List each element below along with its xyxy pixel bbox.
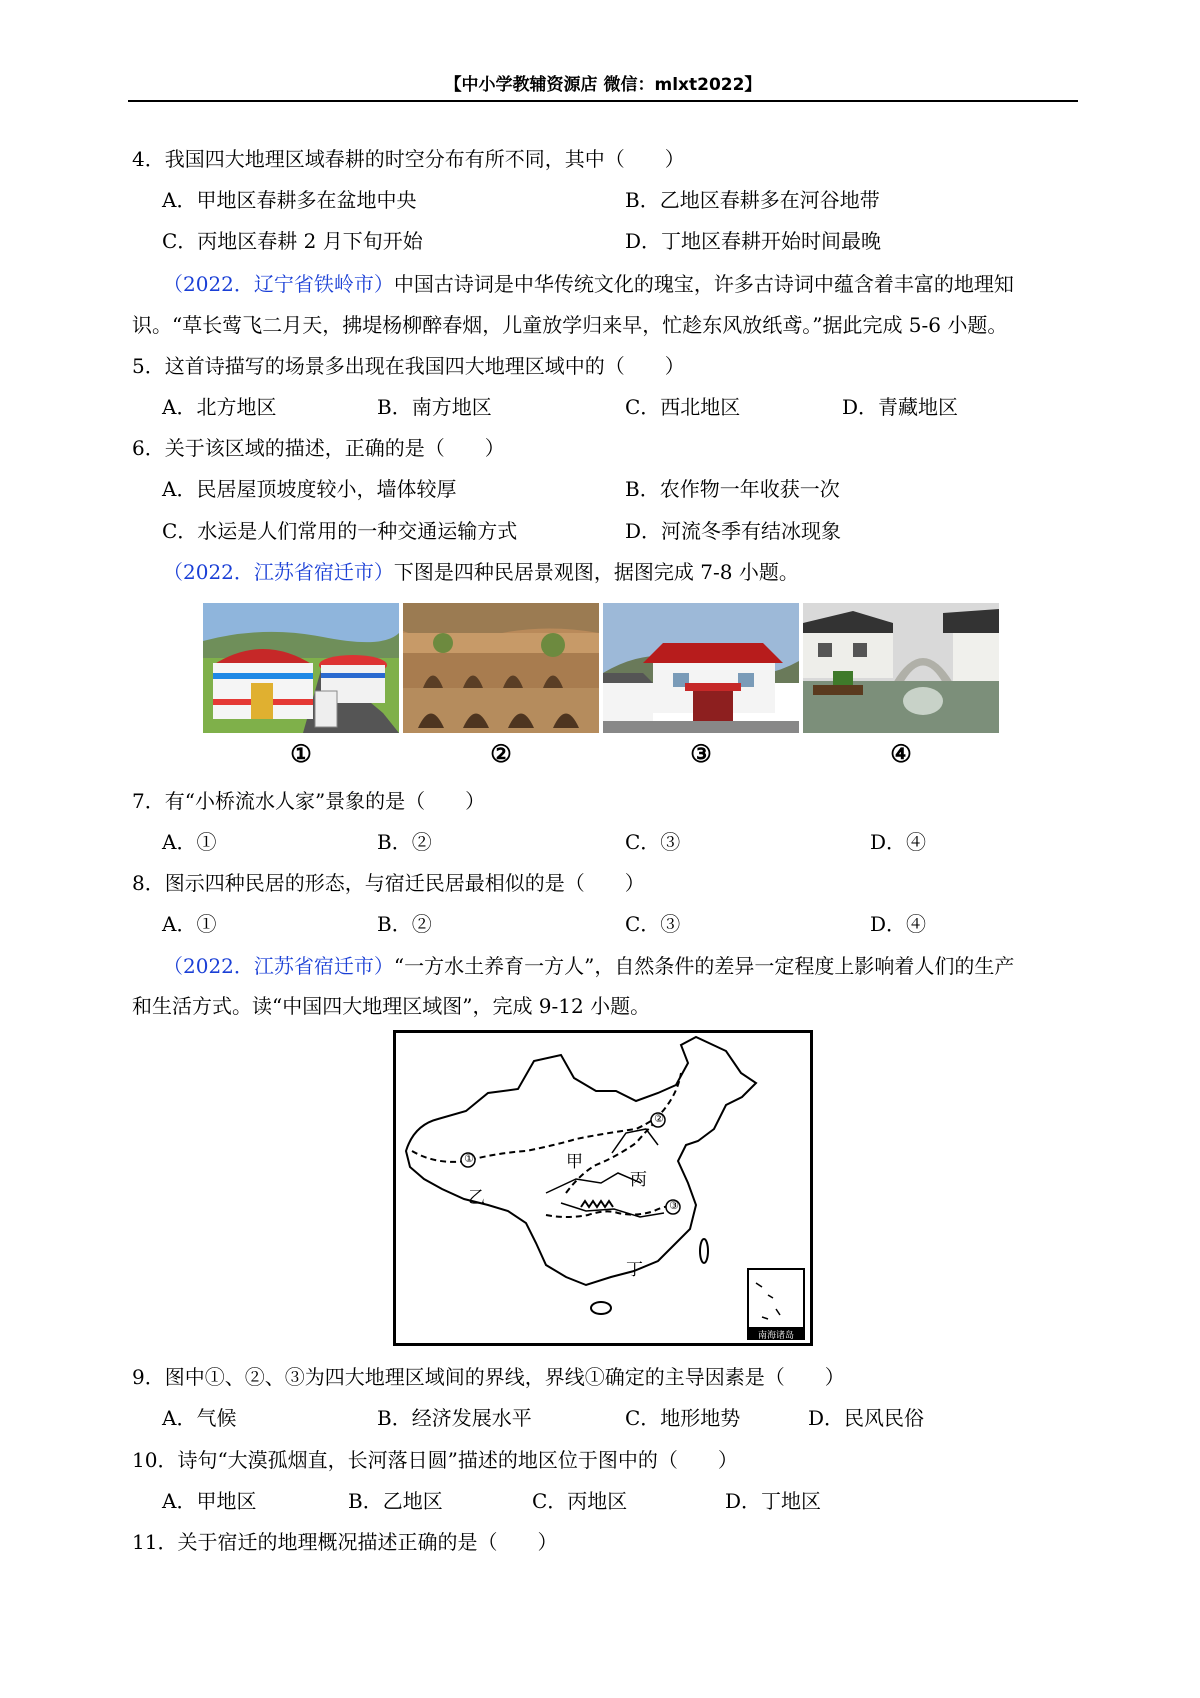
q7-option-c: C．③ xyxy=(625,830,681,854)
photo-label-2: ② xyxy=(490,739,512,768)
china-regions-map xyxy=(393,1030,813,1346)
q9-option-a: A．气候 xyxy=(162,1406,237,1430)
context-3-text-1: “一方水土养育一方人”，自然条件的差异一定程度上影响着人们的生产 xyxy=(393,954,1015,978)
photo-water-town xyxy=(803,603,999,733)
photo-cave-dwelling xyxy=(403,603,599,733)
context-2-source: （2022．江苏省宿迁市） xyxy=(163,560,394,584)
question-7-stem: 7．有“小桥流水人家”景象的是（ ） xyxy=(132,789,486,813)
map-graphic xyxy=(396,1033,810,1343)
boundary-label-3: ③ xyxy=(669,1199,679,1212)
region-label-ding: 丁 xyxy=(626,1260,643,1280)
q4-option-c: C．丙地区春耕 2 月下旬开始 xyxy=(162,229,423,253)
q4-option-a: A．甲地区春耕多在盆地中央 xyxy=(162,188,417,212)
photo-label-4: ④ xyxy=(890,739,912,768)
boundary-label-2: ② xyxy=(654,1112,664,1125)
q7-option-d: D．④ xyxy=(870,830,927,854)
q9-option-d: D．民风民俗 xyxy=(808,1406,925,1430)
q10-option-d: D．丁地区 xyxy=(725,1489,822,1513)
photo-courtyard-house xyxy=(603,603,799,733)
context-3-line-1 xyxy=(163,953,1014,979)
q10-option-a: A．甲地区 xyxy=(162,1489,257,1513)
q7-option-a: A．① xyxy=(162,830,217,854)
region-label-jia: 甲 xyxy=(566,1152,583,1172)
question-10-stem: 10．诗句“大漠孤烟直，长河落日圆”描述的地区位于图中的（ ） xyxy=(132,1448,738,1472)
q4-option-d: D．丁地区春耕开始时间最晚 xyxy=(625,229,882,253)
q5-option-a: A．北方地区 xyxy=(162,395,277,419)
region-label-bing: 丙 xyxy=(630,1170,647,1190)
q6-option-a: A．民居屋顶坡度较小，墙体较厚 xyxy=(162,477,457,501)
context-2-line xyxy=(163,559,799,585)
q5-option-b: B．南方地区 xyxy=(377,395,492,419)
q6-option-d: D．河流冬季有结冰现象 xyxy=(625,519,842,543)
q9-option-c: C．地形地势 xyxy=(625,1406,741,1430)
header-rule xyxy=(128,100,1078,102)
q6-option-b: B．农作物一年收获一次 xyxy=(625,477,840,501)
q8-option-d: D．④ xyxy=(870,912,927,936)
q7-option-b: B．② xyxy=(377,830,432,854)
context-1-line-1 xyxy=(163,271,1014,297)
question-4-stem: 4．我国四大地理区域春耕的时空分布有所不同，其中（ ） xyxy=(132,147,685,171)
photo-label-3: ③ xyxy=(690,739,712,768)
context-1-text-2: 识。“草长莺飞二月天，拂堤杨柳醉春烟，儿童放学归来早，忙趁东风放纸鸢。”据此完成 5-6 小题。 xyxy=(132,313,1008,337)
q6-option-c: C．水运是人们常用的一种交通运输方式 xyxy=(162,519,518,543)
photo-yurt xyxy=(203,603,399,733)
q5-option-d: D．青藏地区 xyxy=(842,395,959,419)
boundary-label-1: ① xyxy=(464,1152,474,1165)
region-label-yi: 乙 xyxy=(468,1188,485,1208)
question-5-stem: 5．这首诗描写的场景多出现在我国四大地理区域中的（ ） xyxy=(132,354,685,378)
context-1-text-1: 中国古诗词是中华传统文化的瑰宝，许多古诗词中蕴含着丰富的地理知 xyxy=(393,272,1014,296)
question-8-stem: 8．图示四种民居的形态，与宿迁民居最相似的是（ ） xyxy=(132,871,645,895)
dwelling-photos xyxy=(203,603,1003,768)
page-header: 【中小学教辅资源店 微信：mlxt2022】 xyxy=(444,75,762,95)
q8-option-a: A．① xyxy=(162,912,217,936)
question-6-stem: 6．关于该区域的描述，正确的是（ ） xyxy=(132,436,505,460)
question-9-stem: 9．图中①、②、③为四大地理区域间的界线，界线①确定的主导因素是（ ） xyxy=(132,1365,845,1389)
context-2-text: 下图是四种民居景观图，据图完成 7-8 小题。 xyxy=(393,560,799,584)
q9-option-b: B．经济发展水平 xyxy=(377,1406,532,1430)
photo-label-1: ① xyxy=(290,739,312,768)
q4-option-b: B．乙地区春耕多在河谷地带 xyxy=(625,188,880,212)
context-3-text-2: 和生活方式。读“中国四大地理区域图”，完成 9-12 小题。 xyxy=(132,994,651,1018)
q10-option-b: B．乙地区 xyxy=(348,1489,443,1513)
context-1-source: （2022．辽宁省铁岭市） xyxy=(163,272,394,296)
q8-option-b: B．② xyxy=(377,912,432,936)
inset-label: 南海诸岛 xyxy=(757,1331,794,1341)
q10-option-c: C．丙地区 xyxy=(532,1489,628,1513)
question-11-stem: 11．关于宿迁的地理概况描述正确的是（ ） xyxy=(132,1530,558,1554)
q8-option-c: C．③ xyxy=(625,912,681,936)
context-3-source: （2022．江苏省宿迁市） xyxy=(163,954,394,978)
q5-option-c: C．西北地区 xyxy=(625,395,741,419)
